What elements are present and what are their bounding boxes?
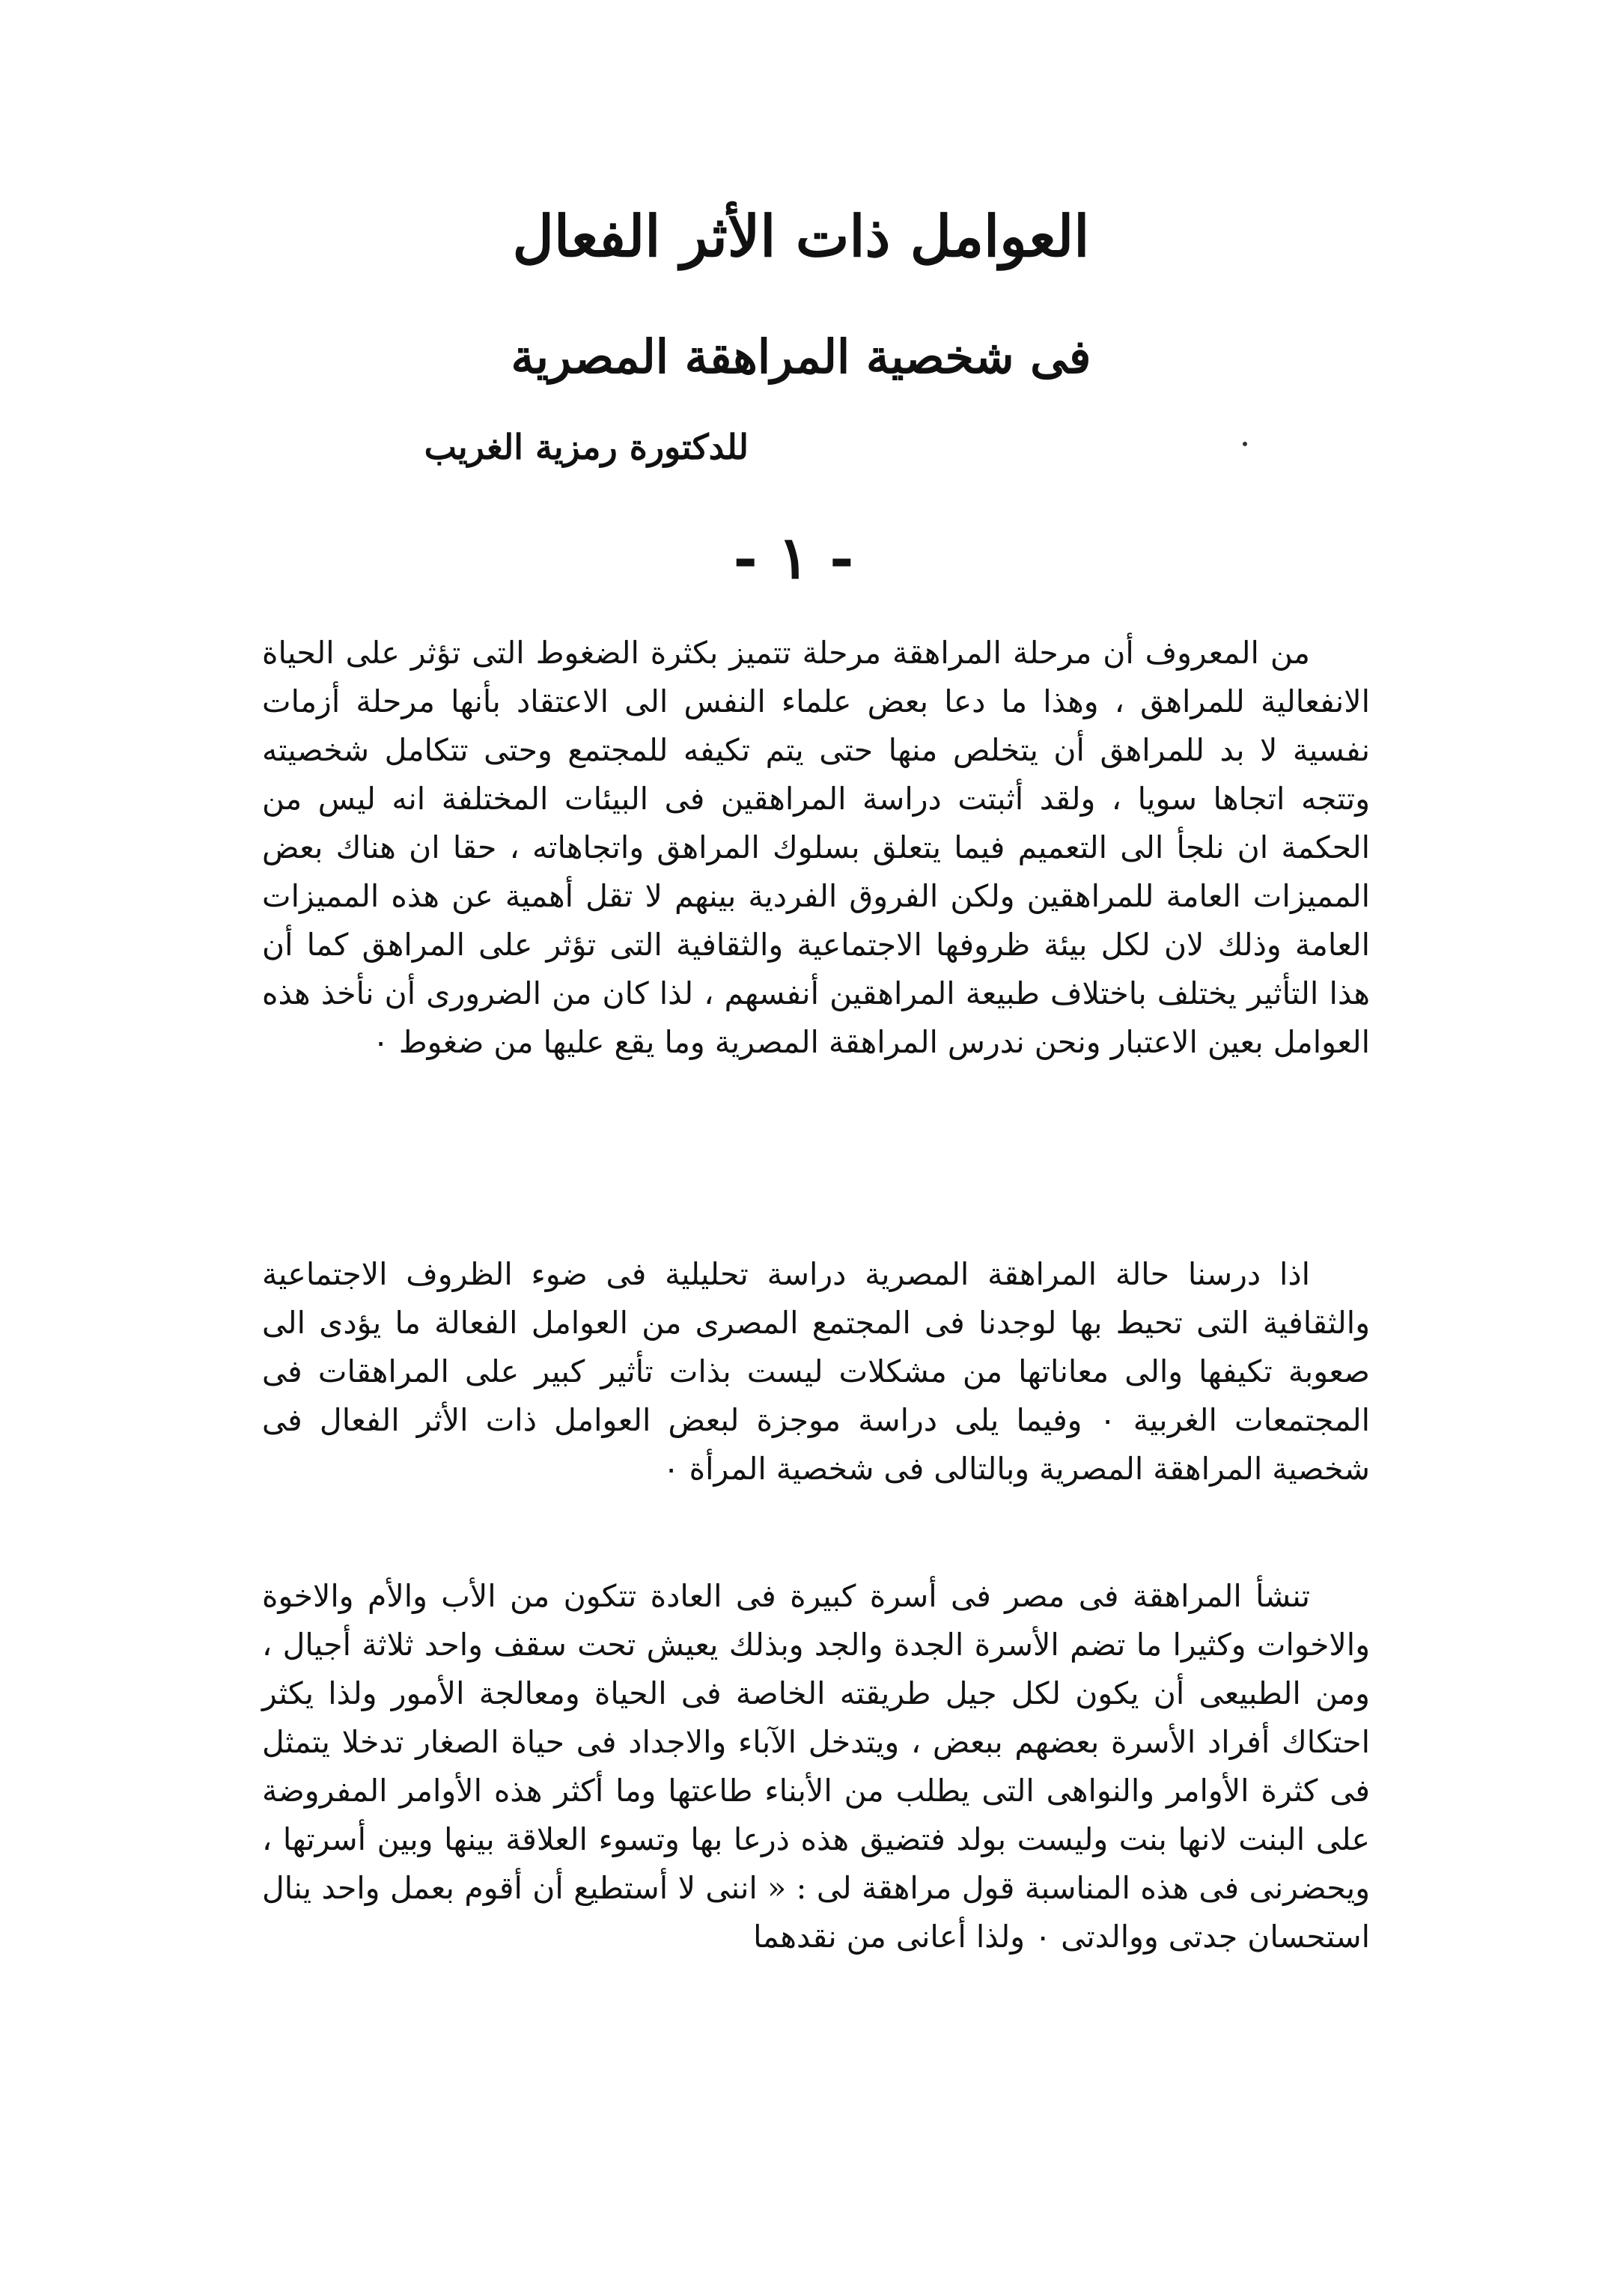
body-paragraph-1: من المعروف أن مرحلة المراهقة مرحلة تتميز بكثرة الضغوط التى تؤثر على الحياة الانفعالية للمراهق ، وهذا ما دعا بعض علماء النفس الى الاعتقاد بأنها مرحلة أزمات نفسية لا بد للمراهق أن يتخلص منها حتى يتم تكيفه للمجتمع وحتى تتكامل شخصيته وتتجه اتجاها سويا ، ولقد أثبتت دراسة المراهقين فى البيئات المختلفة انه ليس من الحكمة ان نلجأ الى التعميم فيما يتعلق بسلوك المراهق واتجاهاته ، حقا ان هناك بعض المميزات العامة للمراهقين ولكن الفروق الفردية بينهم لا تقل أهمية عن هذه المميزات العامة وذلك لان لكل بيئة ظروفها الاجتماعية والثقافية التى تؤثر على المراهق كما أن هذا التأثير يختلف باختلاف طبيعة المراهقين أنفسهم ، لذا كان من الضرورى أن نأخذ هذه العوامل بعين الاعتبار ونحن ندرس المراهقة المصرية وما يقع عليها من ضغوط ٠ [262,635,1370,1060]
page-title: العوامل ذات الأثر الفعال [512,203,1090,270]
body-paragraph-2: اذا درسنا حالة المراهقة المصرية دراسة تحليلية فى ضوء الظروف الاجتماعية والثقافية التى تحيط بها لوجدنا فى المجتمع المصرى من العوامل الفعالة ما يؤدى الى صعوبة تكيفها والى معاناتها من مشكلات ليست بذات تأثير كبير على المراهقات فى المجتمعات الغربية ٠ وفيما يلى دراسة موجزة لبعض العوامل ذات الأثر الفعال فى شخصية المراهقة المصرية وبالتالى فى شخصية المرأة ٠ [262,1256,1370,1487]
author-byline: للدكتورة رمزية الغريب [424,427,749,467]
body-paragraph-3: تنشأ المراهقة فى مصر فى أسرة كبيرة فى العادة تتكون من الأب والأم والاخوة والاخوات وكثيرا ما تضم الأسرة الجدة والجد وبذلك يعيش تحت سقف واحد ثلاثة أجيال ، ومن الطبيعى أن يكون لكل جيل طريقته الخاصة فى الحياة ومعالجة الأمور ولذا يكثر احتكاك أفراد الأسرة بعضهم ببعض ، ويتدخل الآباء والاجداد فى حياة الصغار تدخلا يتمثل فى كثرة الأوامر والنواهى التى يطلب من الأبناء طاعتها وما أكثر هذه الأوامر المفروضة على البنت لانها بنت وليست بولد فتضيق هذه ذرعا بها وتسوء العلاقة بينها وبين أسرتها ، ويحضرنى فى هذه المناسبة قول مراهقة لى : « اننى لا أستطيع أن أقوم بعمل واحد ينال استحسان جدتى ووالدتى ٠ ولذا أعانى من نقدهما [262,1578,1370,1955]
section-number: - ١ - [733,524,854,592]
page-subtitle: فى شخصية المراهقة المصرية [511,329,1091,384]
stray-dot-mark [1243,442,1247,446]
